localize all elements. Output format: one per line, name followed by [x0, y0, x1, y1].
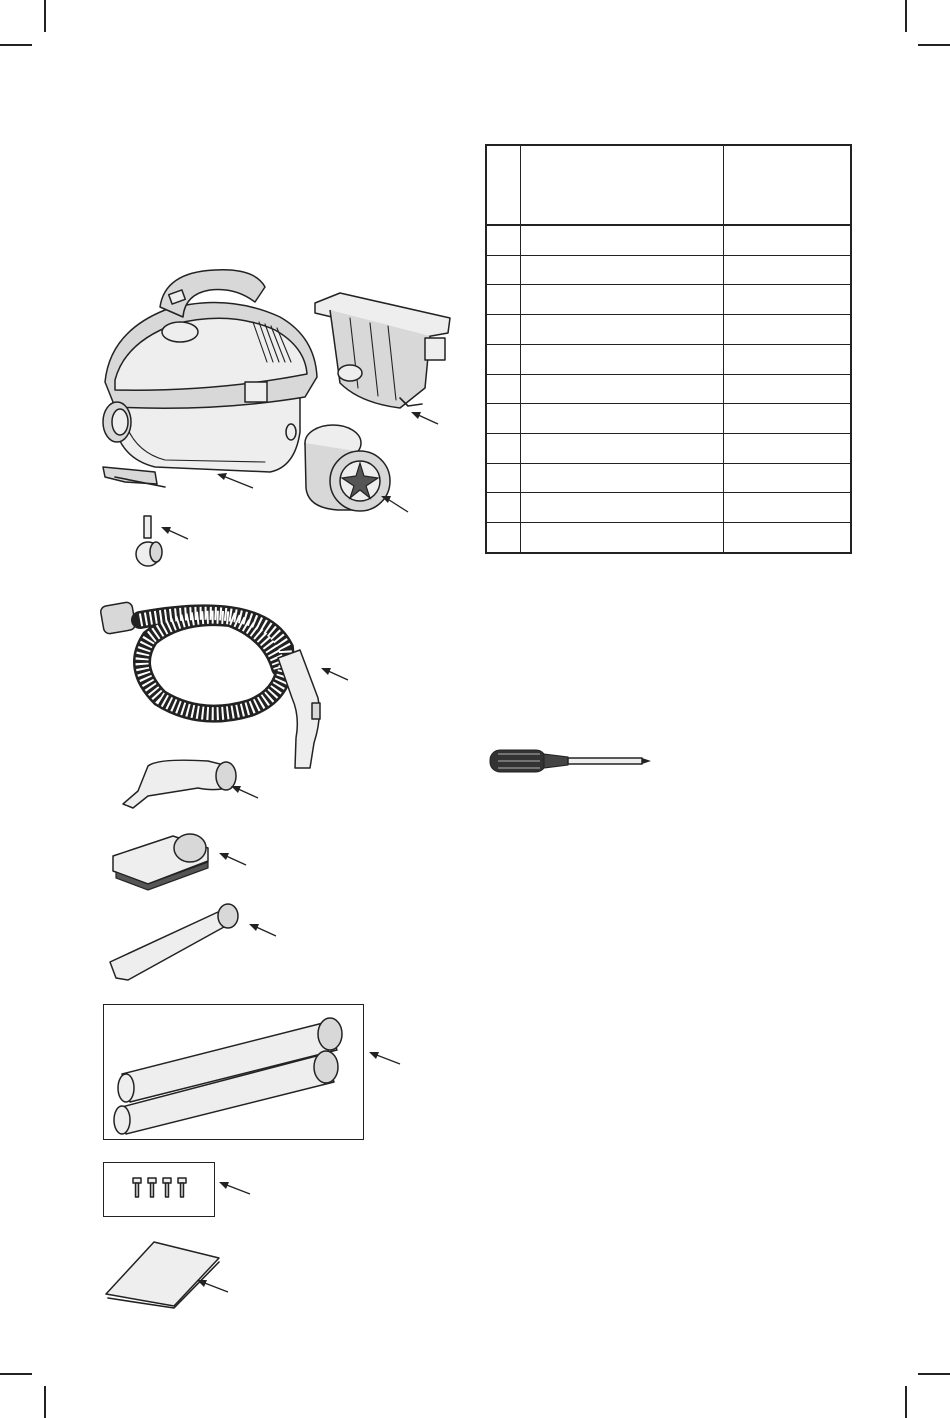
- table-cell: [521, 463, 724, 493]
- table-row: [486, 463, 851, 493]
- table-cell: [724, 404, 851, 434]
- crop-mark-tr-v: [905, 0, 907, 32]
- header-description: [521, 145, 724, 225]
- crop-mark-br-h: [918, 1373, 950, 1375]
- table-cell: [521, 493, 724, 523]
- screw-icon: [163, 1178, 171, 1197]
- table-cell: [724, 493, 851, 523]
- crop-mark-br-v: [905, 1386, 907, 1418]
- screw-icon: [178, 1178, 186, 1197]
- crop-mark-tr-h: [918, 44, 950, 46]
- crop-mark-tl-h: [0, 44, 32, 46]
- table-cell: [486, 434, 521, 464]
- arrow: [160, 525, 190, 545]
- table-row: [486, 315, 851, 345]
- arrow: [248, 922, 278, 942]
- table-cell: [724, 374, 851, 404]
- table-cell: [724, 523, 851, 553]
- screwdriver-illustration: [488, 746, 653, 776]
- screws-illustration: [130, 1176, 190, 1200]
- crop-mark-bl-h: [0, 1373, 32, 1375]
- header-key: [486, 145, 521, 225]
- table-cell: [724, 463, 851, 493]
- arrow: [410, 410, 440, 430]
- table-row: [486, 434, 851, 464]
- table-cell: [486, 463, 521, 493]
- table-cell: [724, 255, 851, 285]
- arrow: [218, 1180, 252, 1200]
- table-cell: [486, 404, 521, 434]
- utility-nozzle-illustration: [108, 826, 218, 891]
- table-row: [486, 344, 851, 374]
- table-row: [486, 285, 851, 315]
- arrow: [230, 784, 260, 804]
- table-cell: [521, 523, 724, 553]
- table-cell: [724, 315, 851, 345]
- table-row: [486, 493, 851, 523]
- table-cell: [486, 285, 521, 315]
- screw-icon: [133, 1178, 141, 1197]
- parts-table: [485, 144, 852, 554]
- arrow: [196, 1278, 230, 1298]
- extension-wands-illustration: [112, 1012, 352, 1132]
- table-cell: [521, 255, 724, 285]
- hose-illustration: [100, 598, 340, 778]
- table-cell: [521, 225, 724, 255]
- table-cell: [486, 315, 521, 345]
- table-cell: [486, 374, 521, 404]
- parts-table-header: [486, 145, 851, 225]
- crop-mark-bl-v: [44, 1386, 46, 1418]
- header-quantity: [724, 145, 851, 225]
- table-row: [486, 404, 851, 434]
- table-cell: [486, 523, 521, 553]
- arrow: [320, 666, 350, 686]
- crevice-tool-illustration: [108, 900, 248, 985]
- table-row: [486, 523, 851, 553]
- table-cell: [486, 255, 521, 285]
- screw-icon: [148, 1178, 156, 1197]
- table-cell: [724, 434, 851, 464]
- arrow: [368, 1050, 402, 1070]
- table-cell: [521, 374, 724, 404]
- table-cell: [724, 285, 851, 315]
- table-cell: [724, 225, 851, 255]
- table-cell: [521, 315, 724, 345]
- crop-mark-tl-v: [44, 0, 46, 32]
- lid-assembly-illustration: [310, 288, 460, 418]
- table-cell: [521, 404, 724, 434]
- table-cell: [724, 344, 851, 374]
- table-row: [486, 374, 851, 404]
- table-cell: [486, 493, 521, 523]
- arrow: [380, 494, 410, 514]
- table-row: [486, 255, 851, 285]
- table-cell: [521, 434, 724, 464]
- table-cell: [486, 225, 521, 255]
- table-row: [486, 225, 851, 255]
- table-cell: [521, 285, 724, 315]
- table-cell: [521, 344, 724, 374]
- arrow: [215, 470, 255, 490]
- table-cell: [486, 344, 521, 374]
- arrow: [218, 851, 248, 871]
- car-nozzle-illustration: [118, 756, 243, 811]
